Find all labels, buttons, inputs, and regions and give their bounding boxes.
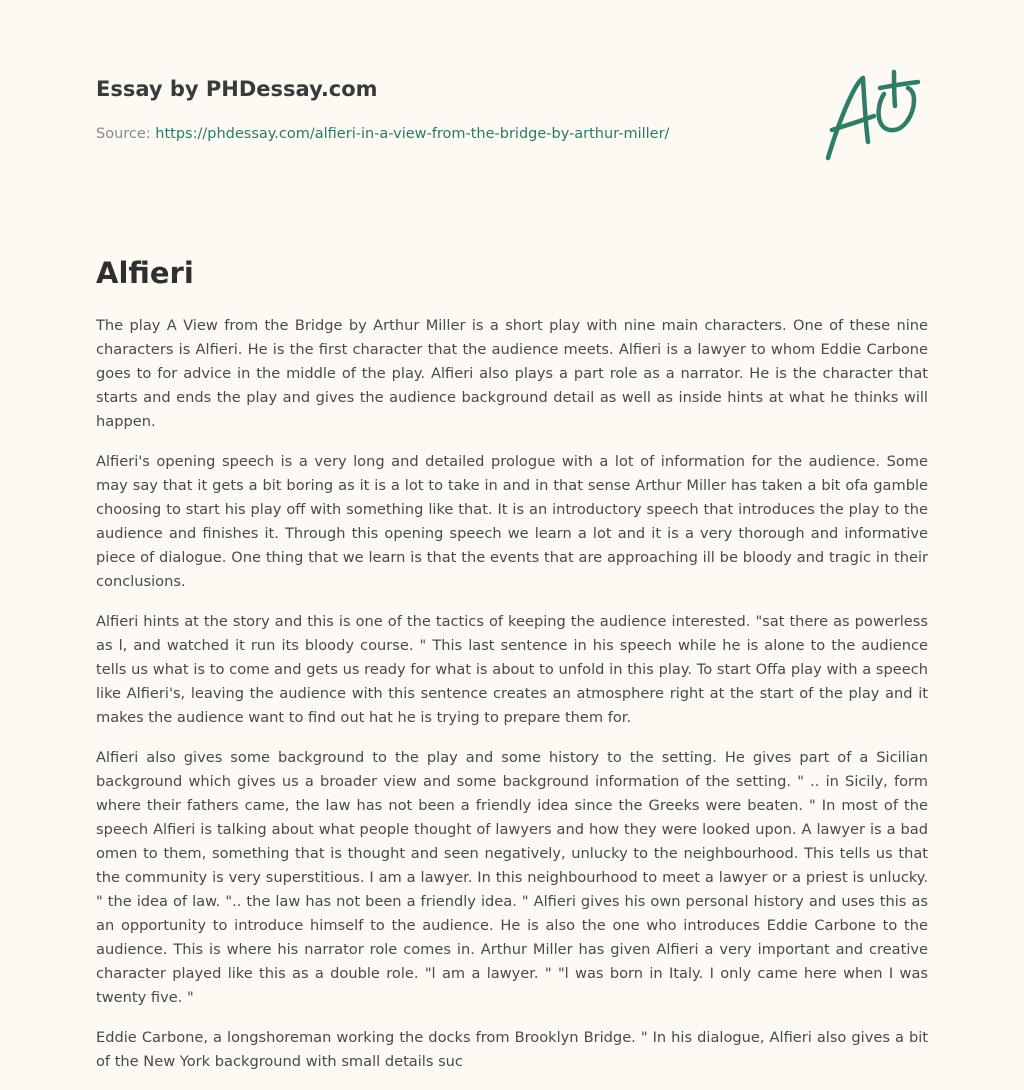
paragraph: Alfieri's opening speech is a very long and detailed prologue with a lot of information for the audience. Some may say that it gets a bit boring as it is a lot to take in and in that sense Arthur Miller has taken a bit ofa gamble choosing to start his play off with something like that. It is an introductory speech that introduces the play to the audience and finishes it. Through this opening speech we learn a lot and it is a very thorough and informative piece of dialogue. One thing that we learn is that the events that are approaching ill be bloody and tragic in their conclusions. (96, 453, 928, 590)
page-header (96, 74, 736, 144)
source-label: Source: (96, 126, 151, 142)
paragraph: The play A View from the Bridge by Arthur Miller is a short play with nine main characters. One of these nine characters is Alfieri. He is the first character that the audience meets. Alfieri is a lawyer to whom Eddie Carbone goes to for advice in the middle of the play. Alfieri also plays a part role as a narrator. He is the character that starts and ends the play and gives the audience background detail as well as inside hints at what he thinks will happen. (96, 317, 928, 430)
paragraph: Alfieri also gives some background to the play and some history to the setting. He gives part of a Sicilian background which gives us a broader view and some background information of the setting. " .. in Sicily, form where their fathers came, the law has not been a friendly idea since the Greeks were beaten. " In most of the speech Alfieri is talking about what people thought of lawyers and how they were looked upon. A lawyer is a bad omen to them, something that is thought and seen negatively, unlucky to the neighbourhood. This tells us that the community is very superstitious. I am a lawyer. In this neighbourhood to meet a lawyer or a priest is unlucky. " the idea of law. ".. the law has not been a friendly idea. " Alfieri gives his own personal history and uses this as an opportunity to introduce himself to the audience. He is also the one who introduces Eddie Carbone to the audience. This is where his narrator role comes in. Arthur Miller has given Alfieri a very important and creative character played like this as a double role. "l am a lawyer. " "l was born in Italy. I only came here when I was twenty five. " (96, 749, 928, 1006)
paragraph: Eddie Carbone, a longshoreman working the docks from Brooklyn Bridge. " In his dialogue, Alfieri also gives a bit of the New York background with small details suc (96, 1029, 928, 1070)
essay-body (96, 314, 928, 1090)
source-line (96, 124, 736, 144)
document-title: Alfieri (96, 256, 194, 290)
a-plus-grade-logo-icon (818, 66, 930, 166)
paragraph: Alfieri hints at the story and this is one of the tactics of keeping the audience interested. "sat there as powerless as l, and watched it run its bloody course. " This last sentence in his speech while he is alone to the audience tells us what is to come and gets us ready for what is about to unfold in this play. To start Offa play with a speech like Alfieri's, leaving the audience with this sentence creates an atmosphere right at the start of the play and it makes the audience want to find out hat he is trying to prepare them for. (96, 613, 928, 726)
source-link[interactable]: https://phdessay.com/alfieri-in-a-view-from-the-bridge-by-arthur-miller/ (155, 126, 670, 142)
site-title: Essay by PHDessay.com (96, 77, 378, 101)
